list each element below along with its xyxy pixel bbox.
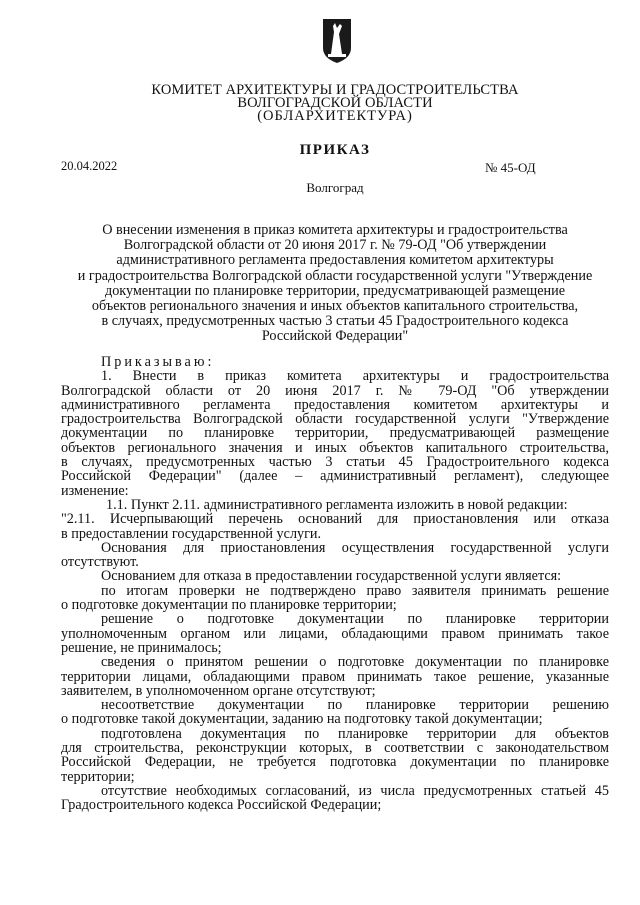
paragraph-line: отсутствие необходимых согласований, из числа предусмотренных статьей 45 xyxy=(101,782,609,799)
paragraph-line: несоответствие документации по планировке территории решению xyxy=(101,697,609,714)
paragraph-line: 1. Внести в приказ комитета архитектуры и градостроительства xyxy=(101,368,609,385)
paragraph-line: 1.1. Пункт 2.11. административного регламента изложить в новой редакции: xyxy=(106,496,568,513)
subject-line: документации по планировке территории, предусматривающей размещение xyxy=(104,282,565,299)
paragraph-line: Градостроительного кодекса Российской Федерации; xyxy=(61,797,382,814)
volgograd-coat-of-arms-icon xyxy=(322,18,352,64)
paragraph-line: Российской Федерации, не требуется подготовка документации по планировке xyxy=(61,754,609,771)
document-type: ПРИКАЗ xyxy=(299,142,371,158)
subject-line: объектов регионального значения и иных объектов капитального строительства, xyxy=(91,298,579,315)
paragraph-line: Основанием для отказа в предоставлении государственной услуги является: xyxy=(101,568,562,585)
paragraph-line: объектов регионального значения и иных объектов капитального строительства, xyxy=(61,439,609,456)
paragraph-line: в предоставлении государственной услуги. xyxy=(61,525,322,542)
paragraph-line: территории; xyxy=(61,768,135,785)
document-city: Волгоград xyxy=(306,180,364,195)
paragraph-line: документации по планировке территории, предусматривающей размещение xyxy=(61,425,609,442)
paragraph-line: изменение: xyxy=(61,482,129,499)
paragraph-line: сведения о принятом решении о подготовке документации по планировке xyxy=(101,654,609,671)
org-name-line3: (ОБЛАРХИТЕКТУРА) xyxy=(257,108,413,124)
subject-line: и градостроительства Волгоградской области государственной услуги "Утверждение xyxy=(77,267,593,284)
paragraph-line: заявителем, в уполномоченном органе отсутствуют; xyxy=(61,682,376,699)
paragraph-line: подготовлена документация по планировке территории для объектов xyxy=(101,725,609,742)
paragraph-line: Основания для приостановления осуществления государственной услуги xyxy=(101,539,609,556)
org-name-line1: КОМИТЕТ АРХИТЕКТУРЫ И ГРАДОСТРОИТЕЛЬСТВА xyxy=(151,82,519,98)
paragraph-line: о подготовке документации по планировке территории; xyxy=(61,597,397,614)
subject-line: Волгоградской области от 20 июня 2017 г. № 79-ОД "Об утверждении xyxy=(123,237,547,254)
subject-line: административного регламента предоставления комитетом архитектуры xyxy=(116,252,554,269)
paragraph-line: территории лицами, обладающими правом принимать такое решение, указанные xyxy=(61,668,609,685)
paragraph-line: отсутствуют. xyxy=(61,554,139,571)
document-subject xyxy=(55,223,615,345)
org-name-line2: ВОЛГОГРАДСКОЙ ОБЛАСТИ xyxy=(237,95,433,111)
paragraph-line: о подготовке такой документации, заданию на подготовку такой документации; xyxy=(61,711,543,728)
paragraph-line: градостроительства Волгоградской области государственной услуги "Утверждение xyxy=(61,411,609,428)
order-word: Приказываю: xyxy=(101,354,215,370)
document-body xyxy=(61,355,609,813)
paragraph-line: Волгоградской области от 20 июня 2017 г. № 79-ОД "Об утверждении xyxy=(61,382,609,399)
paragraph-line: в случаях, предусмотренных частью 3 статьи 45 Градостроительного кодекса xyxy=(61,454,609,471)
paragraph-line: решение о подготовке документации по планировке территории xyxy=(101,611,609,628)
paragraph-line: Российской Федерации" (далее – административный регламент), следующее xyxy=(61,468,609,485)
paragraph-line: для строительства, реконструкции которых, в соответствии с законодательством xyxy=(61,740,609,757)
paragraph-line: административного регламента предоставления комитетом архитектуры и xyxy=(61,396,609,413)
subject-line: Российской Федерации" xyxy=(261,328,409,345)
paragraph-line: уполномоченным органом или лицами, обладающими правом принимать такое xyxy=(61,625,609,642)
document-number: № 45-ОД xyxy=(485,160,536,175)
paragraph-line: решение, не принималось; xyxy=(61,639,222,656)
subject-line: в случаях, предусмотренных частью 3 статьи 45 Градостроительного кодекса xyxy=(101,313,569,330)
document-date: 20.04.2022 xyxy=(61,159,118,173)
paragraph-line: "2.11. Исчерпывающий перечень оснований для приостановления или отказа xyxy=(61,511,609,528)
subject-line: О внесении изменения в приказ комитета архитектуры и градостроительства xyxy=(102,222,568,238)
paragraph-line: по итогам проверки не подтверждено право заявителя принимать решение xyxy=(101,582,609,599)
